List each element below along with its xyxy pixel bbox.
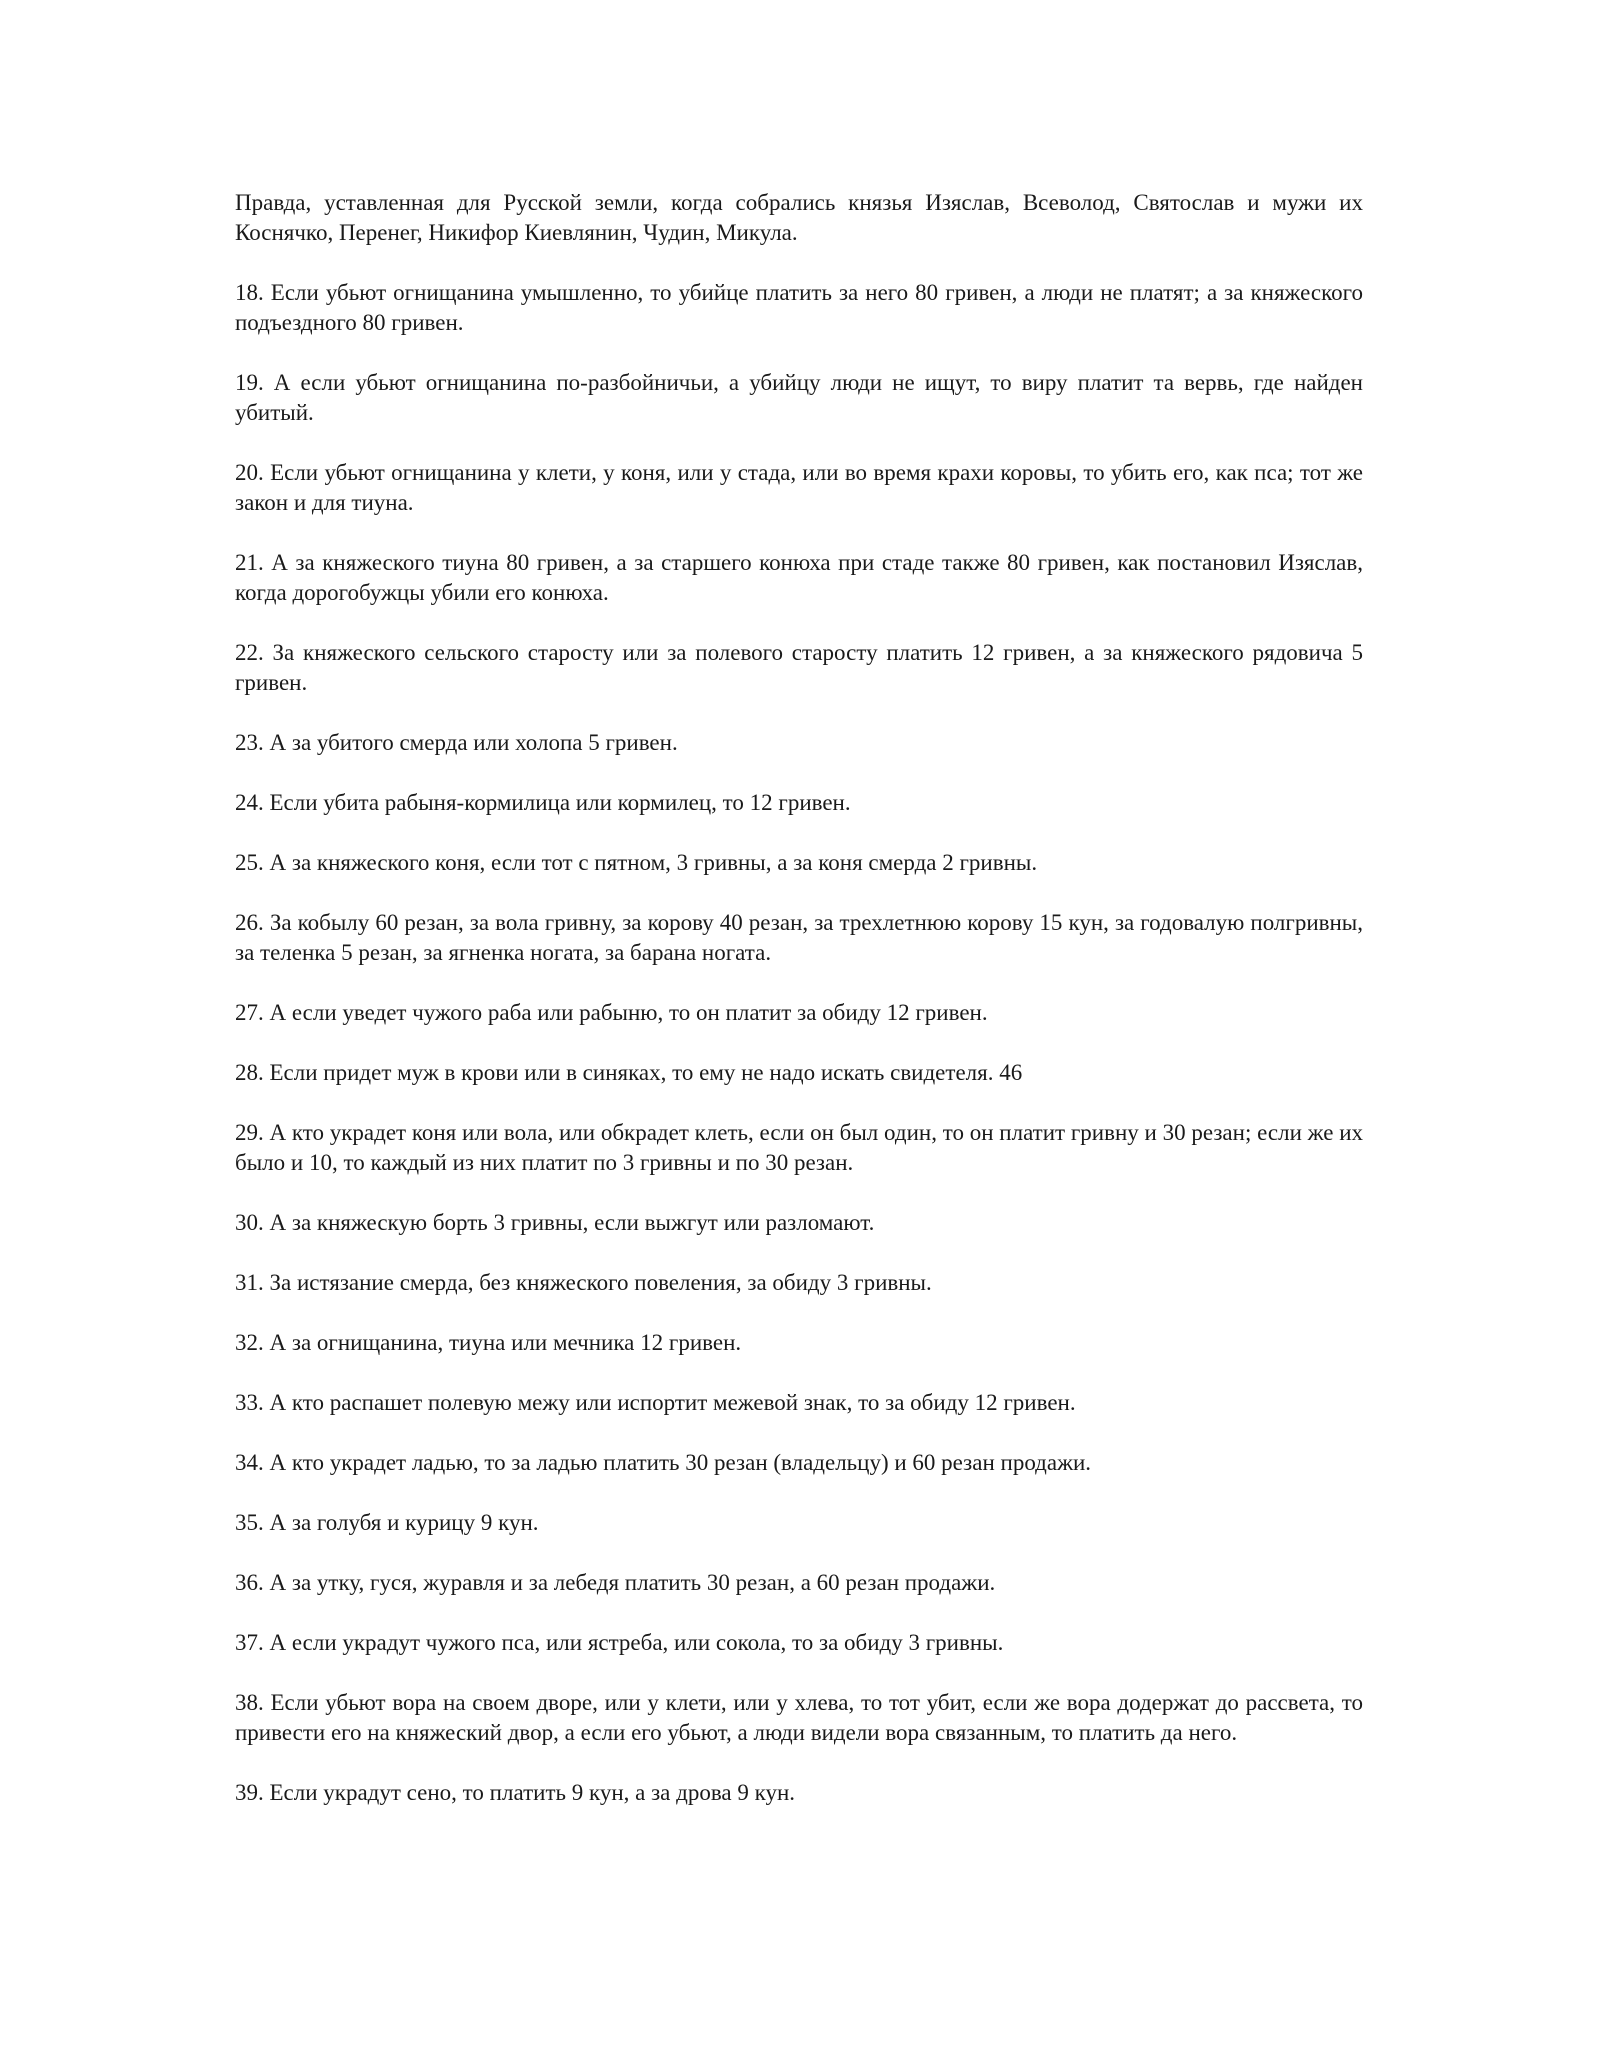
article-24: 24. Если убита рабыня-кормилица или кормилец, то 12 гривен. bbox=[235, 790, 851, 815]
article-22: 22. За княжеского сельского старосту или за полевого старосту платить 12 гривен, а за княжеского рядовича 5 гривен. bbox=[235, 640, 1363, 695]
article-38: 38. Если убьют вора на своем дворе, или у клети, или у хлева, то тот убит, если же вора додержат до рассвета, то привести его на княжеский двор, а если его убьют, а люди видели вора связанным, то платить да него. bbox=[235, 1690, 1363, 1745]
article-37: 37. А если украдут чужого пса, или ястреба, или сокола, то за обиду 3 гривны. bbox=[235, 1630, 1004, 1655]
article-33: 33. А кто распашет полевую межу или испортит межевой знак, то за обиду 12 гривен. bbox=[235, 1390, 1076, 1415]
article-18: 18. Если убьют огнищанина умышленно, то убийце платить за него 80 гривен, а люди не платят; а за княжеского подъездного 80 гривен. bbox=[235, 280, 1363, 335]
intro-paragraph: Правда, уставленная для Русской земли, когда собрались князья Изяслав, Всеволод, Святослав и мужи их Коснячко, Перенег, Никифор Киевлянин, Чудин, Микула. bbox=[235, 190, 1363, 245]
article-39: 39. Если украдут сено, то платить 9 кун, а за дрова 9 кун. bbox=[235, 1780, 796, 1805]
article-25: 25. А за княжеского коня, если тот с пятном, 3 гривны, а за коня смерда 2 гривны. bbox=[235, 850, 1038, 875]
article-35: 35. А за голубя и курицу 9 кун. bbox=[235, 1510, 539, 1535]
article-34: 34. А кто украдет ладью, то за ладью платить 30 резан (владельцу) и 60 резан продажи. bbox=[235, 1450, 1092, 1475]
article-23: 23. А за убитого смерда или холопа 5 гривен. bbox=[235, 730, 678, 755]
article-19: 19. А если убьют огнищанина по-разбойничьи, а убийцу люди не ищут, то виру платит та вервь, где найден убитый. bbox=[235, 370, 1363, 425]
article-26: 26. За кобылу 60 резан, за вола гривну, за корову 40 резан, за трехлетнюю корову 15 кун, за годовалую полгривны, за теленка 5 резан, за ягненка ногата, за барана ногата. bbox=[235, 910, 1363, 965]
article-31: 31. За истязание смерда, без княжеского повеления, за обиду 3 гривны. bbox=[235, 1270, 932, 1295]
article-20: 20. Если убьют огнищанина у клети, у коня, или у стада, или во время крахи коровы, то убить его, как пса; тот же закон и для тиуна. bbox=[235, 460, 1363, 515]
article-29: 29. А кто украдет коня или вола, или обкрадет клеть, если он был один, то он платит гривну и 30 резан; если же их было и 10, то каждый из них платит по 3 гривны и по 30 резан. bbox=[235, 1120, 1363, 1175]
article-30: 30. А за княжескую борть 3 гривны, если выжгут или разломают. bbox=[235, 1210, 875, 1235]
document-body bbox=[235, 188, 1363, 1808]
article-27: 27. А если уведет чужого раба или рабыню, то он платит за обиду 12 гривен. bbox=[235, 1000, 988, 1025]
article-32: 32. А за огнищанина, тиуна или мечника 12 гривен. bbox=[235, 1330, 742, 1355]
article-21: 21. А за княжеского тиуна 80 гривен, а за старшего конюха при стаде также 80 гривен, как постановил Изяслав, когда дорогобужцы убили его конюха. bbox=[235, 550, 1363, 605]
article-36: 36. А за утку, гуся, журавля и за лебедя платить 30 резан, а 60 резан продажи. bbox=[235, 1570, 996, 1595]
article-28: 28. Если придет муж в крови или в синяках, то ему не надо искать свидетеля. 46 bbox=[235, 1060, 1023, 1085]
